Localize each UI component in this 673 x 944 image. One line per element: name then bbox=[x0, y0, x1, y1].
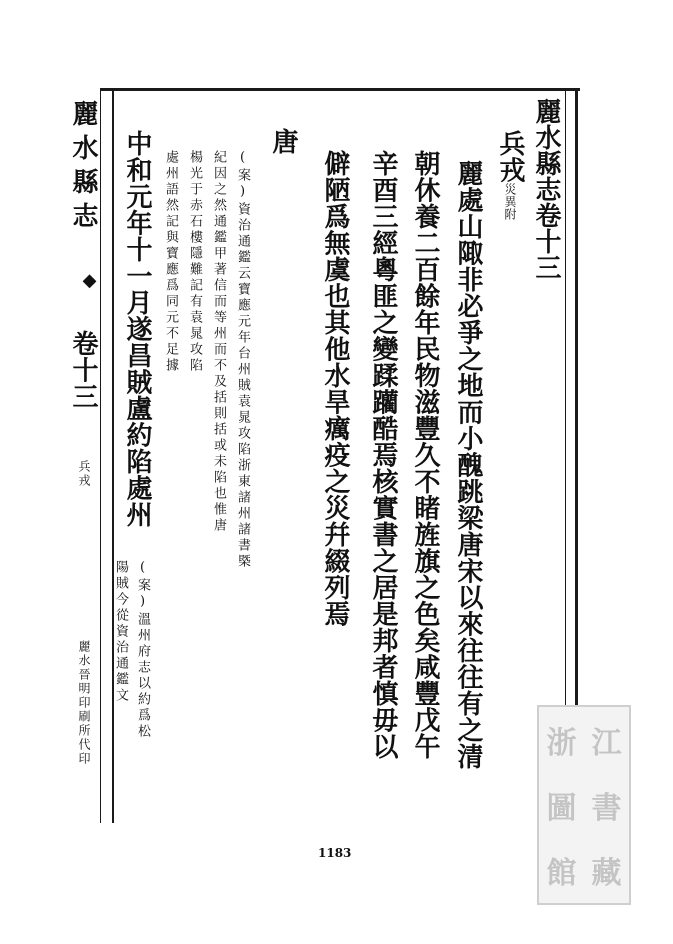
stamp-char: 館 bbox=[546, 856, 577, 892]
page-number: 1183 bbox=[318, 846, 352, 860]
library-stamp bbox=[537, 705, 631, 905]
fold-line-right bbox=[112, 88, 114, 823]
entry-main: 中和元年十一月遂昌賊盧約陷處州 bbox=[122, 130, 152, 528]
body-column-4: 僻陋爲無虞也其他水旱癘疫之災幷綴列焉 bbox=[320, 150, 350, 627]
body-column-3: 辛酉三經粵匪之變蹂躪酷焉核實書之居是邦者慎毋以 bbox=[368, 150, 398, 760]
stamp-char: 圖 bbox=[546, 790, 577, 826]
margin-section-tag: 兵戎 bbox=[77, 460, 91, 488]
margin-section-mark: ◆ bbox=[79, 270, 100, 291]
stamp-char: 藏 bbox=[591, 856, 622, 892]
entry-note-1: (案)溫州府志以約爲松 bbox=[135, 560, 150, 740]
section-heading bbox=[497, 130, 523, 221]
body-column-1: 麗處山陬非必爭之地而小醜跳梁唐宋以來往往有之清 bbox=[453, 160, 483, 770]
dynasty-heading: 唐 bbox=[268, 128, 298, 155]
note-column-3: 楊光于赤石樓隱難記有袁晁攻陷 bbox=[187, 150, 202, 374]
note-column-4: 處州語然記與寶應爲同元不足據 bbox=[163, 150, 178, 374]
note-column-1: (案)資治通鑑云寶應元年台州賊袁晁攻陷浙東諸州諸書槩 bbox=[235, 150, 250, 570]
stamp-char: 江 bbox=[591, 725, 622, 761]
stamp-char: 書 bbox=[591, 790, 622, 826]
note-column-2: 紀因之然通鑑甲著信而等州而不及括則括或未陷也惟唐 bbox=[211, 150, 226, 534]
stamp-char: 浙 bbox=[546, 725, 577, 761]
entry-note-2: 陽賊今從資治通鑑文 bbox=[113, 560, 128, 704]
section-title: 兵戎 bbox=[495, 130, 525, 183]
section-note: 災異附 bbox=[503, 183, 517, 221]
fold-line-left bbox=[100, 88, 101, 823]
margin-printer: 麗水晉明印刷所代印 bbox=[77, 640, 91, 766]
volume-title: 麗水縣志卷十三 bbox=[531, 98, 561, 280]
margin-book-title: 麗水縣志 bbox=[68, 100, 98, 236]
margin-volume: 卷十三 bbox=[68, 330, 98, 410]
top-border bbox=[100, 88, 580, 91]
body-column-2: 朝休養二百餘年民物滋豐久不睹旌旗之色矣咸豐戊午 bbox=[410, 150, 440, 760]
